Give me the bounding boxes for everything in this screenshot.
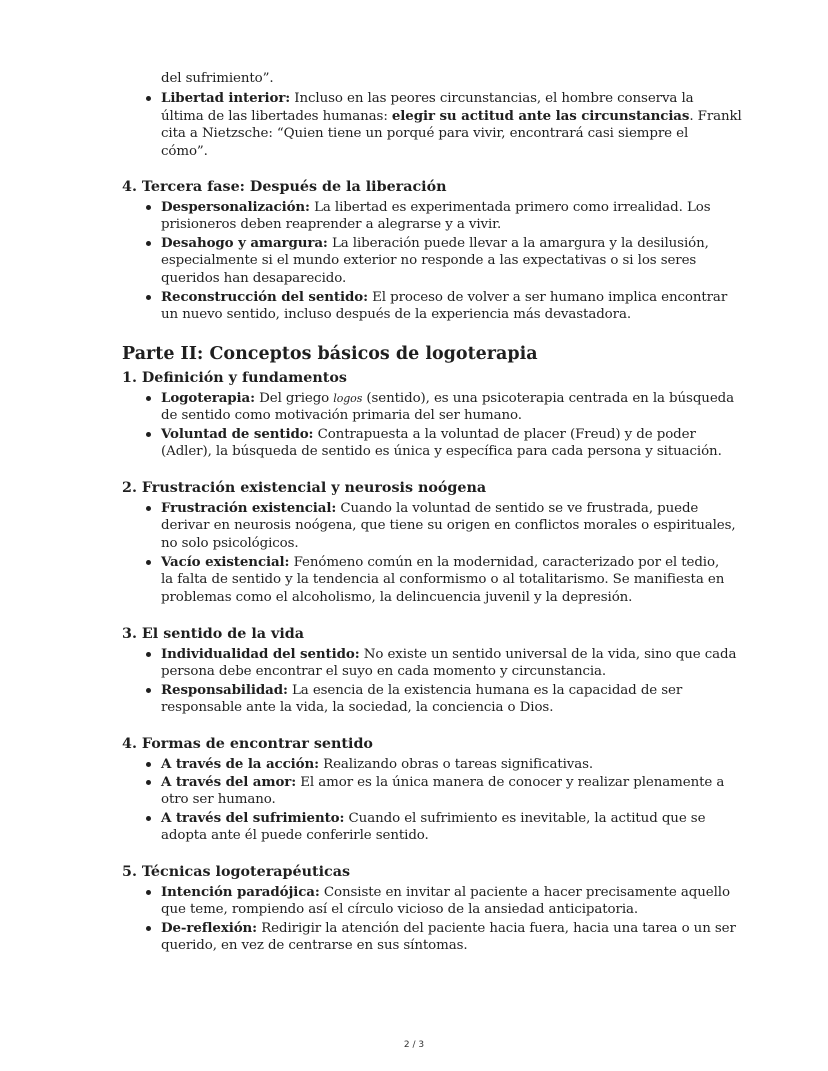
list-item-line: A través del amor: El amor es la única manera de conocer y realizar plenamente a (161, 774, 725, 790)
section-heading: 2. Frustración existencial y neurosis noógena (122, 480, 487, 496)
bullet (146, 205, 151, 210)
list-item-line: última de las libertades humanas: elegir su actitud ante las circunstancias. Frankl (161, 108, 742, 124)
list-item-line: cómo”. (161, 144, 208, 159)
list-item-line: prisioneros deben reaprender a alegrarse y a vivir. (161, 217, 502, 232)
list-item-line: Vacío existencial: Fenómeno común en la modernidad, caracterizado por el tedio, (161, 554, 720, 570)
bullet (146, 396, 151, 401)
bullet (146, 432, 151, 437)
list-item-line: Logoterapia: Del griego logos (sentido), es una psicoterapia centrada en la búsqueda (161, 390, 734, 406)
bullet (146, 295, 151, 300)
list-item-line: (Adler), la búsqueda de sentido es única y específica para cada persona y situación. (161, 444, 722, 459)
list-item-line: responsable ante la vida, la sociedad, la conciencia o Dios. (161, 700, 554, 715)
list-item-line: persona debe encontrar el suyo en cada momento y circunstancia. (161, 664, 607, 679)
list-item-line: De-reflexión: Redirigir la atención del paciente hacia fuera, hacia una tarea o un ser (161, 920, 736, 936)
list-item-line: Responsabilidad: La esencia de la existencia humana es la capacidad de ser (161, 682, 683, 698)
part-title: Parte II: Conceptos básicos de logoterapia (122, 344, 538, 364)
list-item-line: Libertad interior: Incluso en las peores circunstancias, el hombre conserva la (161, 90, 694, 106)
list-item-line: de sentido como motivación primaria del ser humano. (161, 408, 522, 423)
bullet (146, 816, 151, 821)
list-item-line: Voluntad de sentido: Contrapuesta a la voluntad de placer (Freud) y de poder (161, 426, 696, 442)
section-heading: 3. El sentido de la vida (122, 626, 305, 642)
list-item-line: adopta ante él puede conferirle sentido. (161, 828, 429, 843)
bullet (146, 926, 151, 931)
bullet (146, 890, 151, 895)
list-item-line: no solo psicológicos. (161, 536, 299, 551)
list-item-line: un nuevo sentido, incluso después de la experiencia más devastadora. (161, 307, 631, 322)
list-item-line: querido, en vez de centrarse en sus síntomas. (161, 938, 468, 953)
bullet (146, 762, 151, 767)
list-item-line: problemas como el alcoholismo, la delincuencia juvenil y la depresión. (161, 590, 633, 605)
list-item-line: Desahogo y amargura: La liberación puede llevar a la amargura y la desilusión, (161, 235, 709, 251)
bullet (146, 688, 151, 693)
list-item-line: A través de la acción: Realizando obras o tareas significativas. (161, 756, 594, 772)
list-item-line: Frustración existencial: Cuando la voluntad de sentido se ve frustrada, puede (161, 500, 699, 516)
bullet (146, 780, 151, 785)
list-item-line: otro ser humano. (161, 792, 276, 807)
list-item-line: Individualidad del sentido: No existe un sentido universal de la vida, sino que cada (161, 646, 737, 662)
list-item-line: la falta de sentido y la tendencia al conformismo o al totalitarismo. Se manifiesta en (161, 572, 725, 587)
list-item-line: A través del sufrimiento: Cuando el sufrimiento es inevitable, la actitud que se (161, 810, 706, 826)
section-heading: 4. Formas de encontrar sentido (122, 736, 373, 752)
section-heading: 5. Técnicas logoterapéuticas (122, 864, 351, 880)
list-item-line: Despersonalización: La libertad es experimentada primero como irrealidad. Los (161, 199, 711, 215)
section-heading: 1. Definición y fundamentos (122, 370, 347, 386)
bullet (146, 506, 151, 511)
list-item-line: derivar en neurosis noógena, que tiene su origen en conflictos morales o espirituales, (161, 518, 736, 533)
list-item-line: Intención paradójica: Consiste en invitar al paciente a hacer precisamente aquello (161, 884, 730, 900)
page-number: 2 / 3 (403, 1040, 425, 1050)
bullet (146, 560, 151, 565)
list-item-line: que teme, rompiendo así el círculo vicioso de la ansiedad anticipatoria. (161, 902, 639, 917)
list-item-line: queridos han desaparecido. (161, 271, 347, 286)
list-item-line: cita a Nietzsche: “Quien tiene un porqué para vivir, encontrará casi siempre el (161, 126, 689, 141)
section-heading: 4. Tercera fase: Después de la liberación (122, 179, 447, 195)
list-item-line: especialmente si el mundo exterior no responde a las expectativas o si los seres (161, 253, 697, 268)
bullet (146, 652, 151, 657)
text-line: del sufrimiento”. (161, 71, 274, 86)
bullet (146, 241, 151, 246)
bullet (146, 96, 151, 101)
list-item-line: Reconstrucción del sentido: El proceso de volver a ser humano implica encontrar (161, 289, 728, 305)
